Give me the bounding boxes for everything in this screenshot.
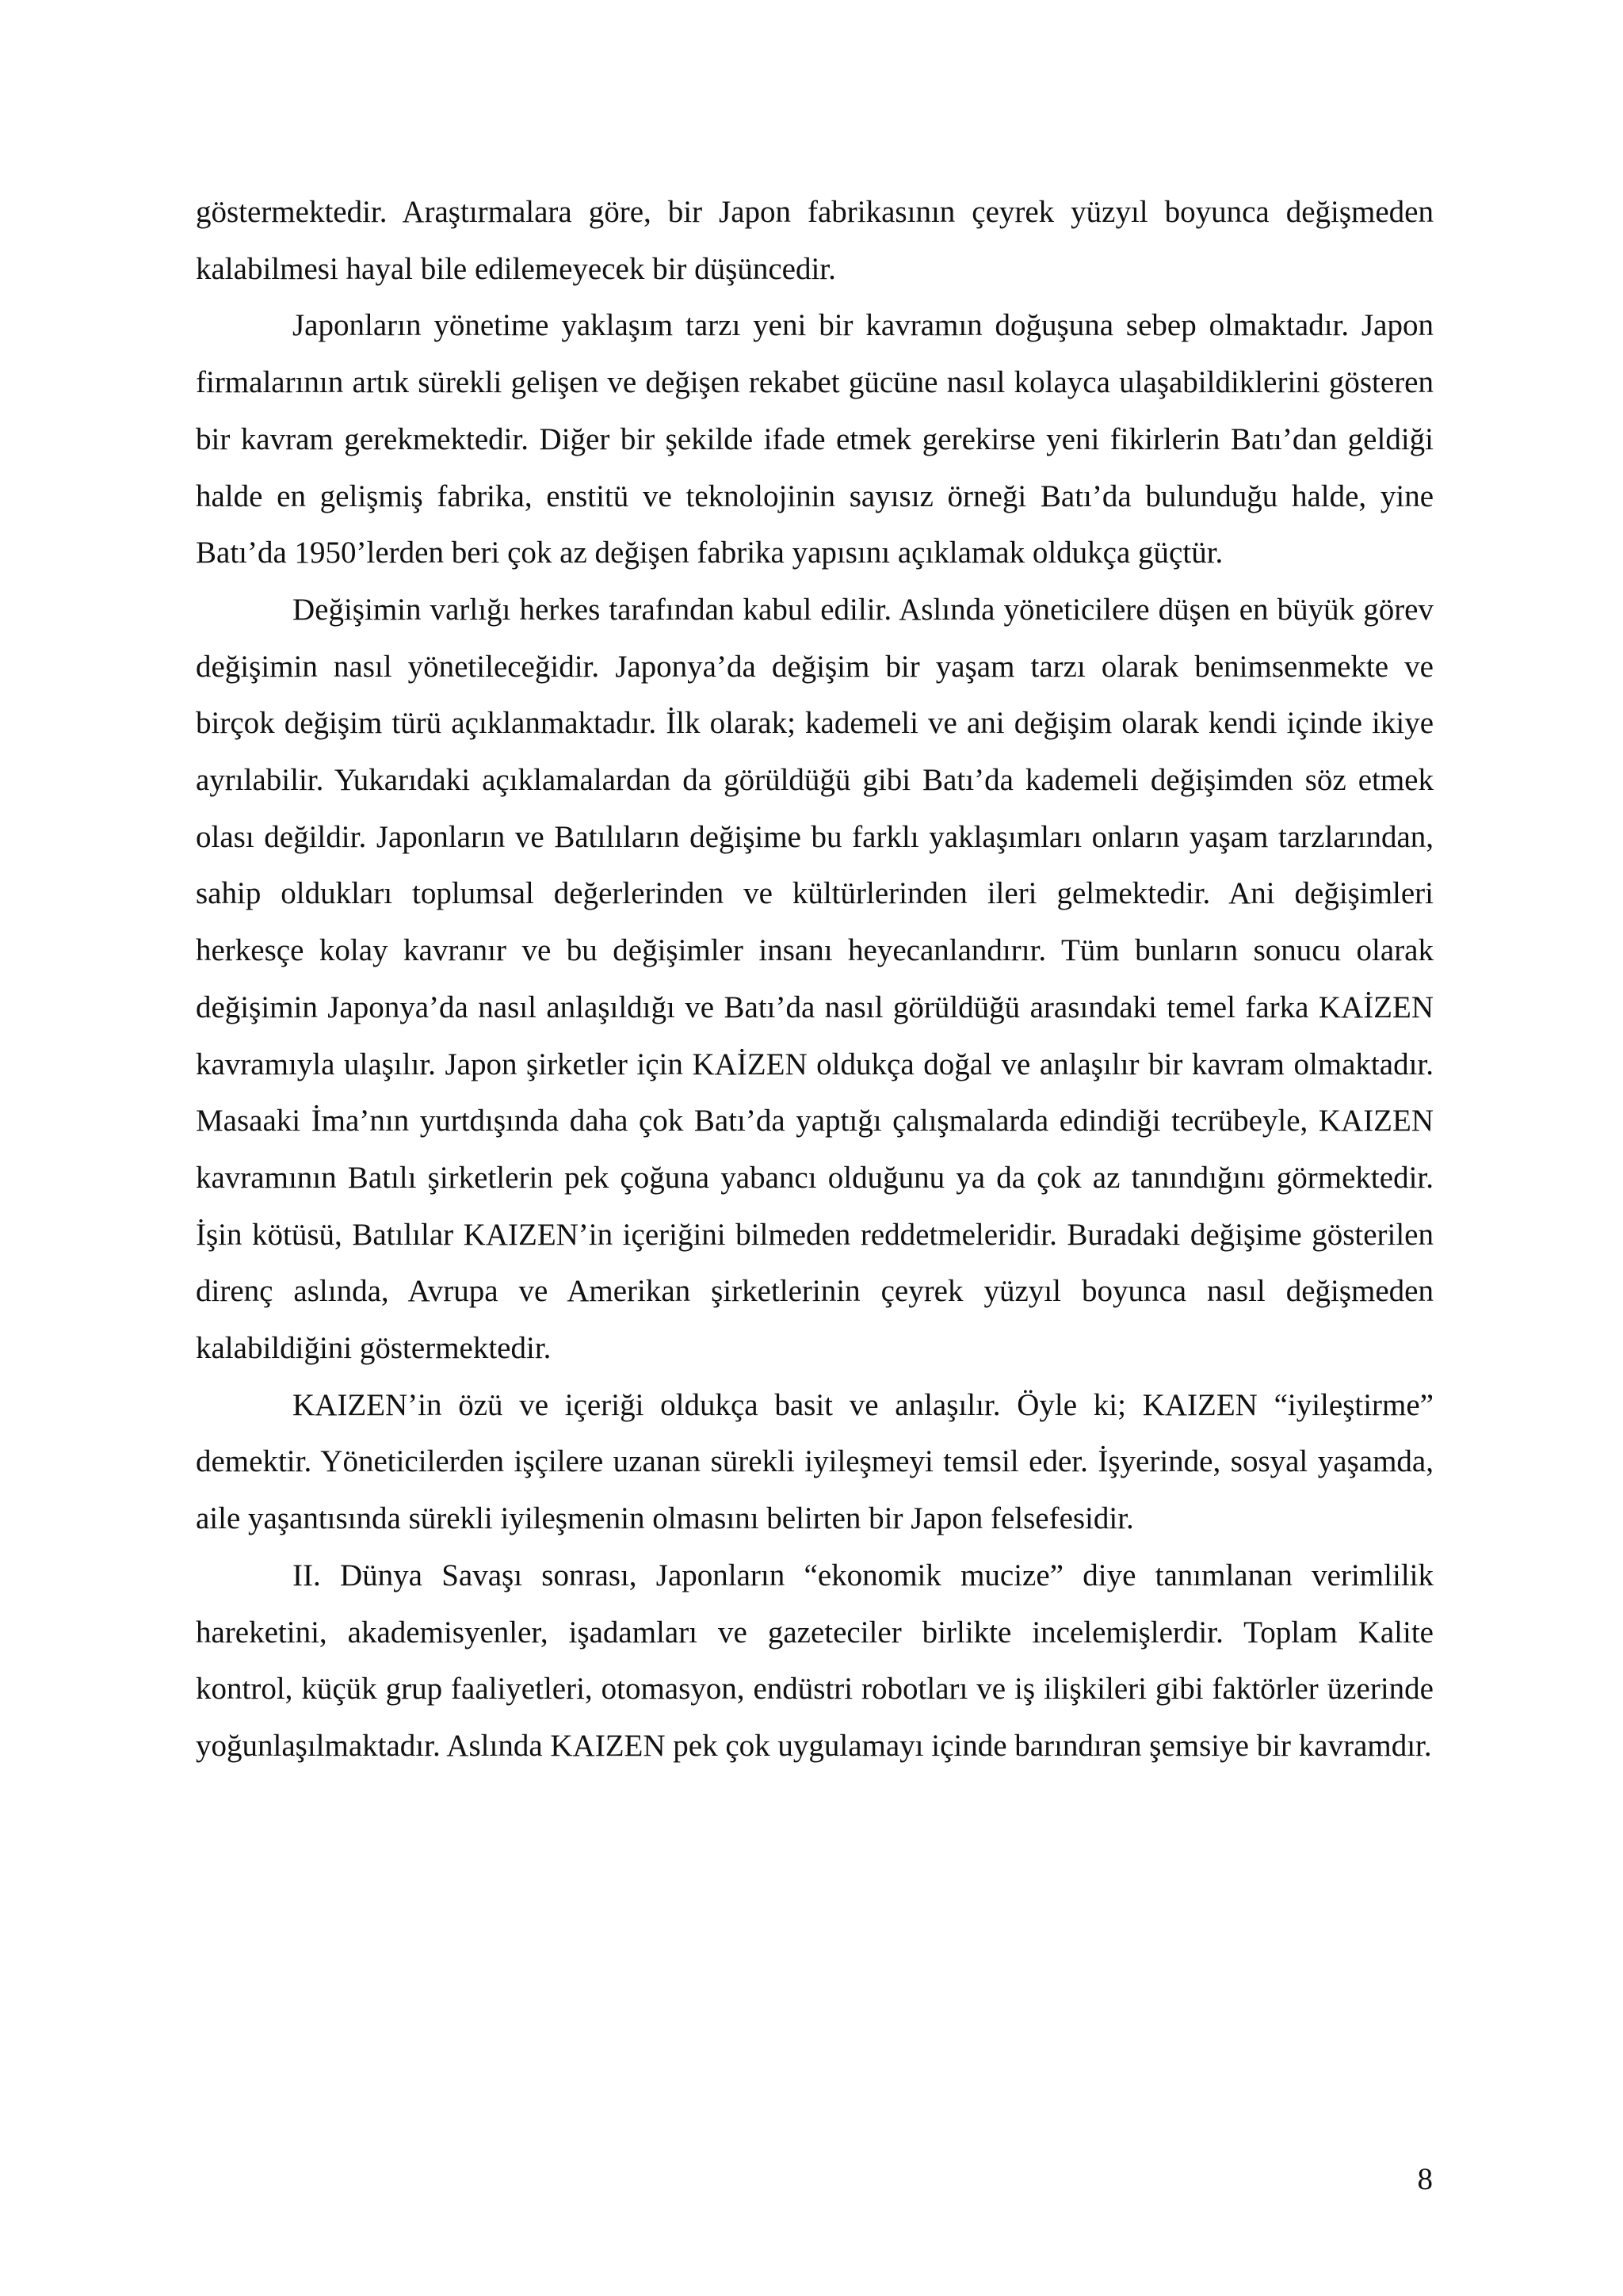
paragraph-change: Değişimin varlığı herkes tarafından kabul edilir. Aslında yöneticilere düşen en büyük görev değişimin nasıl yönetileceğidir. Japonya’da değişim bir yaşam tarzı olarak benimsenmekte ve birçok değişim türü açıklanmaktadır. İlk olarak; kademeli ve ani değişim olarak kendi içinde ikiye ayrılabilir. Yukarıdaki açıklamalardan da görüldüğü gibi Batı’da kademeli değişimden söz etmek olası değildir. Japonların ve Batılıların değişime bu farklı yaklaşımları onların yaşam tarzlarından, sahip oldukları toplumsal değerlerinden ve kültürlerinden ileri gelmektedir. Ani değişimleri herkesçe kolay kavranır ve bu değişimler insanı heyecanlandırır. Tüm bunların sonucu olarak değişimin Japonya’da nasıl anlaşıldığı ve Batı’da nasıl görüldüğü arasındaki temel farka KAİZEN kavramıyla ulaşılır. Japon şirketler için KAİZEN oldukça doğal ve anlaşılır bir kavram olmaktadır. Masaaki İma’nın yurtdışında daha çok Batı’da yaptığı çalışmalarda edindiği tecrübeyle, KAIZEN kavramının Batılı şirketlerin pek çoğuna yabancı olduğunu ya da çok az tanındığını görmektedir. İşin kötüsü, Batılılar KAIZEN’in içeriğini bilmeden reddetmeleridir. Buradaki değişime gösterilen direnç aslında, Avrupa ve Amerikan şirketlerinin çeyrek yüzyıl boyunca nasıl değişmeden kalabildiğini göstermektedir.	[196, 592, 1434, 1366]
paragraph-economic-miracle: II. Dünya Savaşı sonrası, Japonların “ekonomik mucize” diye tanımlanan verimlilik hareketini, akademisyenler, işadamları ve gazeteciler birlikte incelemişlerdir. Toplam Kalite kontrol, küçük grup faaliyetleri, otomasyon, endüstri robotları ve iş ilişkileri gibi faktörler üzerinde yoğunlaşılmaktadır. Aslında KAIZEN pek çok uygulamayı içinde barındıran şemsiye bir kavramdır.	[196, 1558, 1434, 1763]
paragraph-continuation: göstermektedir. Araştırmalara göre, bir Japon fabrikasının çeyrek yüzyıl boyunca değişmeden kalabilmesi hayal bile edilemeyecek bir düşüncedir.	[196, 195, 1434, 286]
paragraph-japanese-management: Japonların yönetime yaklaşım tarzı yeni bir kavramın doğuşuna sebep olmaktadır. Japon firmalarının artık sürekli gelişen ve değişen rekabet gücüne nasıl kolayca ulaşabildiklerini gösteren bir kavram gerekmektedir. Diğer bir şekilde ifade etmek gerekirse yeni fikirlerin Batı’dan geldiği halde en gelişmiş fabrika, enstitü ve teknolojinin sayısız örneği Batı’da bulunduğu halde, yine Batı’da 1950’lerden beri çok az değişen fabrika yapısını açıklamak oldukça güçtür.	[196, 308, 1434, 570]
page-number: 8	[1417, 2162, 1433, 2196]
document-page	[196, 184, 1434, 1775]
paragraph-kaizen-definition: KAIZEN’in özü ve içeriği oldukça basit ve anlaşılır. Öyle ki; KAIZEN “iyileştirme” demektir. Yöneticilerden işçilere uzanan sürekli iyileşmeyi temsil eder. İşyerinde, sosyal yaşamda, aile yaşantısında sürekli iyileşmenin olmasını belirten bir Japon felsefesidir.	[196, 1387, 1434, 1536]
